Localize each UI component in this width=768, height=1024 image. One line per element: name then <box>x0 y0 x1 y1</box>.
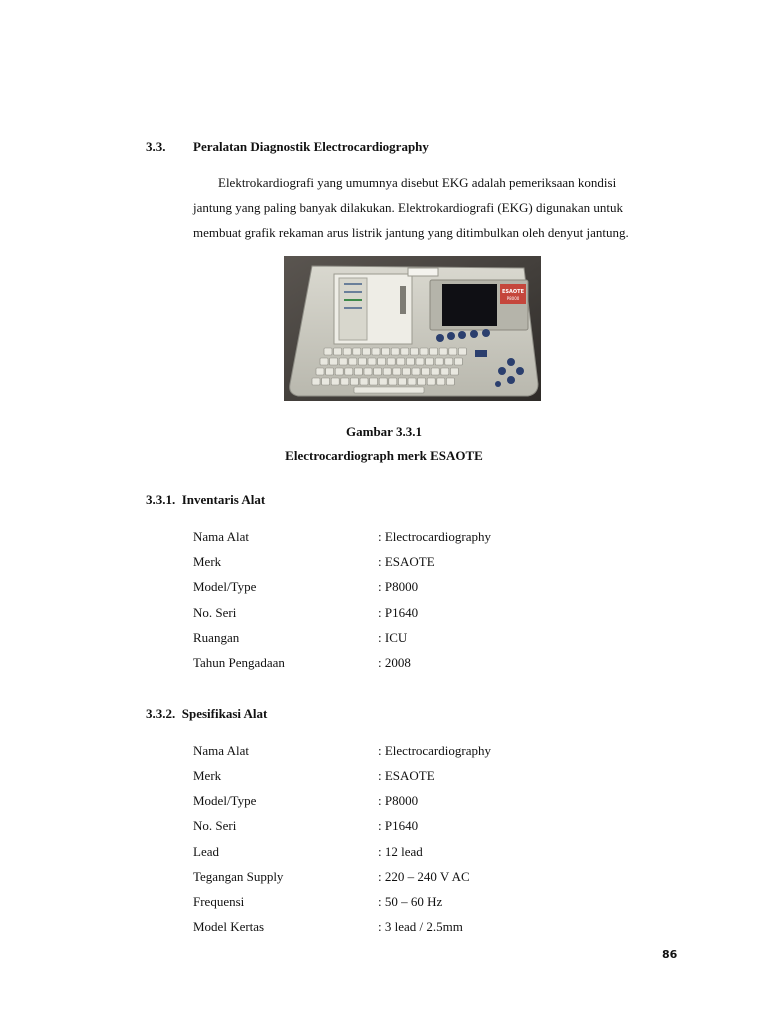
row-value: : P1640 <box>378 818 419 833</box>
row-value: : 12 lead <box>378 844 423 859</box>
paragraph-line: Elektrokardiografi yang umumnya disebut EKG adalah pemeriksaan kondisi <box>218 175 617 190</box>
row-value: : 3 lead / 2.5mm <box>378 919 463 934</box>
row-label: Merk <box>193 554 222 569</box>
row-label: No. Seri <box>193 605 237 620</box>
row-label: Model/Type <box>193 579 257 594</box>
ecg-device-illustration <box>284 256 541 401</box>
row-value: : 220 – 240 V AC <box>378 869 470 884</box>
paragraph-line: jantung yang paling banyak dilakukan. Elektrokardiografi (EKG) digunakan untuk <box>193 200 623 215</box>
row-label: Ruangan <box>193 630 240 645</box>
section-number: 3.3. <box>146 139 166 154</box>
row-value: : ESAOTE <box>378 554 435 569</box>
row-value: : Electrocardiography <box>378 743 491 758</box>
paragraph-line: membuat grafik rekaman arus listrik jantung yang ditimbulkan oleh denyut jantung. <box>193 225 629 240</box>
ecg-device-photo <box>284 256 541 401</box>
row-label: Frequensi <box>193 894 245 909</box>
device-model-label: P8000 <box>506 296 520 301</box>
row-value: : P8000 <box>378 793 419 808</box>
row-label: Nama Alat <box>193 529 249 544</box>
row-value: : 2008 <box>378 655 411 670</box>
row-label: Merk <box>193 768 222 783</box>
inventaris-heading: 3.3.1. Inventaris Alat <box>146 492 266 507</box>
row-value: : ESAOTE <box>378 768 435 783</box>
device-brand-label: ESAOTE <box>502 289 524 295</box>
row-label: No. Seri <box>193 818 237 833</box>
spesifikasi-heading: 3.3.2. Spesifikasi Alat <box>146 706 268 721</box>
spesifikasi-table <box>193 743 643 943</box>
row-label: Nama Alat <box>193 743 249 758</box>
row-label: Model Kertas <box>193 919 265 934</box>
row-value: : P8000 <box>378 579 419 594</box>
row-label: Tahun Pengadaan <box>193 655 285 670</box>
section-title: Peralatan Diagnostik Electrocardiography <box>193 139 429 154</box>
row-value: : P1640 <box>378 605 419 620</box>
figure-caption-title: Electrocardiograph merk ESAOTE <box>285 448 483 463</box>
page-number: 86 <box>662 948 678 961</box>
row-value: : Electrocardiography <box>378 529 491 544</box>
row-value: : 50 – 60 Hz <box>378 894 443 909</box>
inventaris-table <box>193 529 643 689</box>
row-label: Lead <box>193 844 219 859</box>
figure-caption-number: Gambar 3.3.1 <box>346 424 422 439</box>
row-value: : ICU <box>378 630 408 645</box>
row-label: Tegangan Supply <box>193 869 284 884</box>
intro-paragraph <box>193 170 693 245</box>
row-label: Model/Type <box>193 793 257 808</box>
